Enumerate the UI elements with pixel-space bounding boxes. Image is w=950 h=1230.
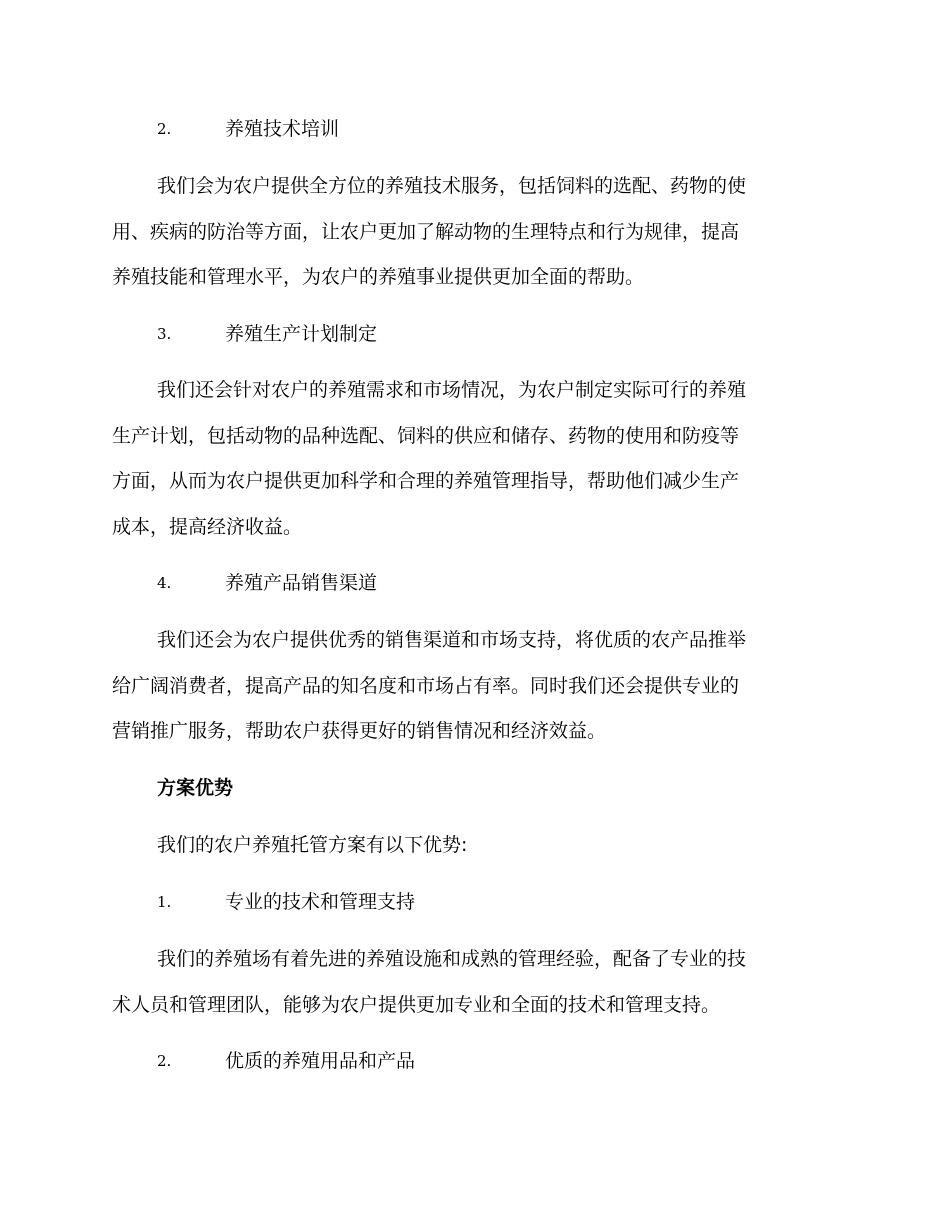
list-title: 养殖技术培训: [225, 118, 340, 140]
paragraph-line: 方面，从而为农户提供更加科学和合理的养殖管理指导，帮助他们减少生产: [112, 470, 740, 493]
list-title: 优质的养殖用品和产品: [225, 1050, 416, 1072]
list-number: 1.: [157, 893, 172, 911]
paragraph-line: 生产计划，包括动物的品种选配、饲料的供应和储存、药物的使用和防疫等: [112, 424, 740, 447]
document-body: [112, 0, 834, 1230]
paragraph-line: 营销推广服务，帮助农户获得更好的销售情况和经济效益。: [112, 720, 607, 743]
list-item-advantage-support: [112, 886, 834, 918]
paragraph-line: 术人员和管理团队，能够为农户提供更加专业和全面的技术和管理支持。: [112, 993, 721, 1016]
list-item-advantage-products: [112, 1045, 834, 1077]
paragraph-line: 养殖技能和管理水平，为农户的养殖事业提供更加全面的帮助。: [112, 266, 645, 289]
paragraph-line: 我们还会为农户提供优秀的销售渠道和市场支持，将优质的农产品推举: [157, 629, 747, 651]
list-item-sales: [112, 567, 834, 599]
list-title: 养殖生产计划制定: [225, 323, 378, 345]
list-item-plan: [112, 318, 834, 350]
paragraph-line: 我们会为农户提供全方位的养殖技术服务，包括饲料的选配、药物的使: [157, 175, 747, 197]
paragraph-line: 用、疾病的防治等方面，让农户更加了解动物的生理特点和行为规律，提高: [112, 220, 740, 243]
list-number: 4.: [157, 574, 172, 592]
paragraph-line: 我们的养殖场有着先进的养殖设施和成熟的管理经验，配备了专业的技: [157, 948, 747, 970]
paragraph-sales: [112, 618, 834, 755]
paragraph-training: [112, 164, 834, 301]
paragraph-line: 我们还会针对农户的养殖需求和市场情况，为农户制定实际可行的养殖: [157, 379, 747, 401]
paragraph-line: 给广阔消费者，提高产品的知名度和市场占有率。同时我们还会提供专业的: [112, 674, 740, 697]
advantages-intro: 我们的农户养殖托管方案有以下优势:: [157, 834, 468, 856]
list-number: 2.: [157, 120, 172, 138]
list-title: 专业的技术和管理支持: [225, 891, 416, 913]
paragraph-line: 成本，提高经济收益。: [112, 515, 303, 538]
list-number: 3.: [157, 325, 172, 343]
list-item-training: [112, 113, 834, 145]
list-number: 2.: [157, 1052, 172, 1070]
section-heading-advantages: 方案优势: [157, 777, 234, 799]
list-title: 养殖产品销售渠道: [225, 572, 378, 594]
paragraph-advantage-support: [112, 937, 834, 1028]
paragraph-plan: [112, 368, 834, 550]
